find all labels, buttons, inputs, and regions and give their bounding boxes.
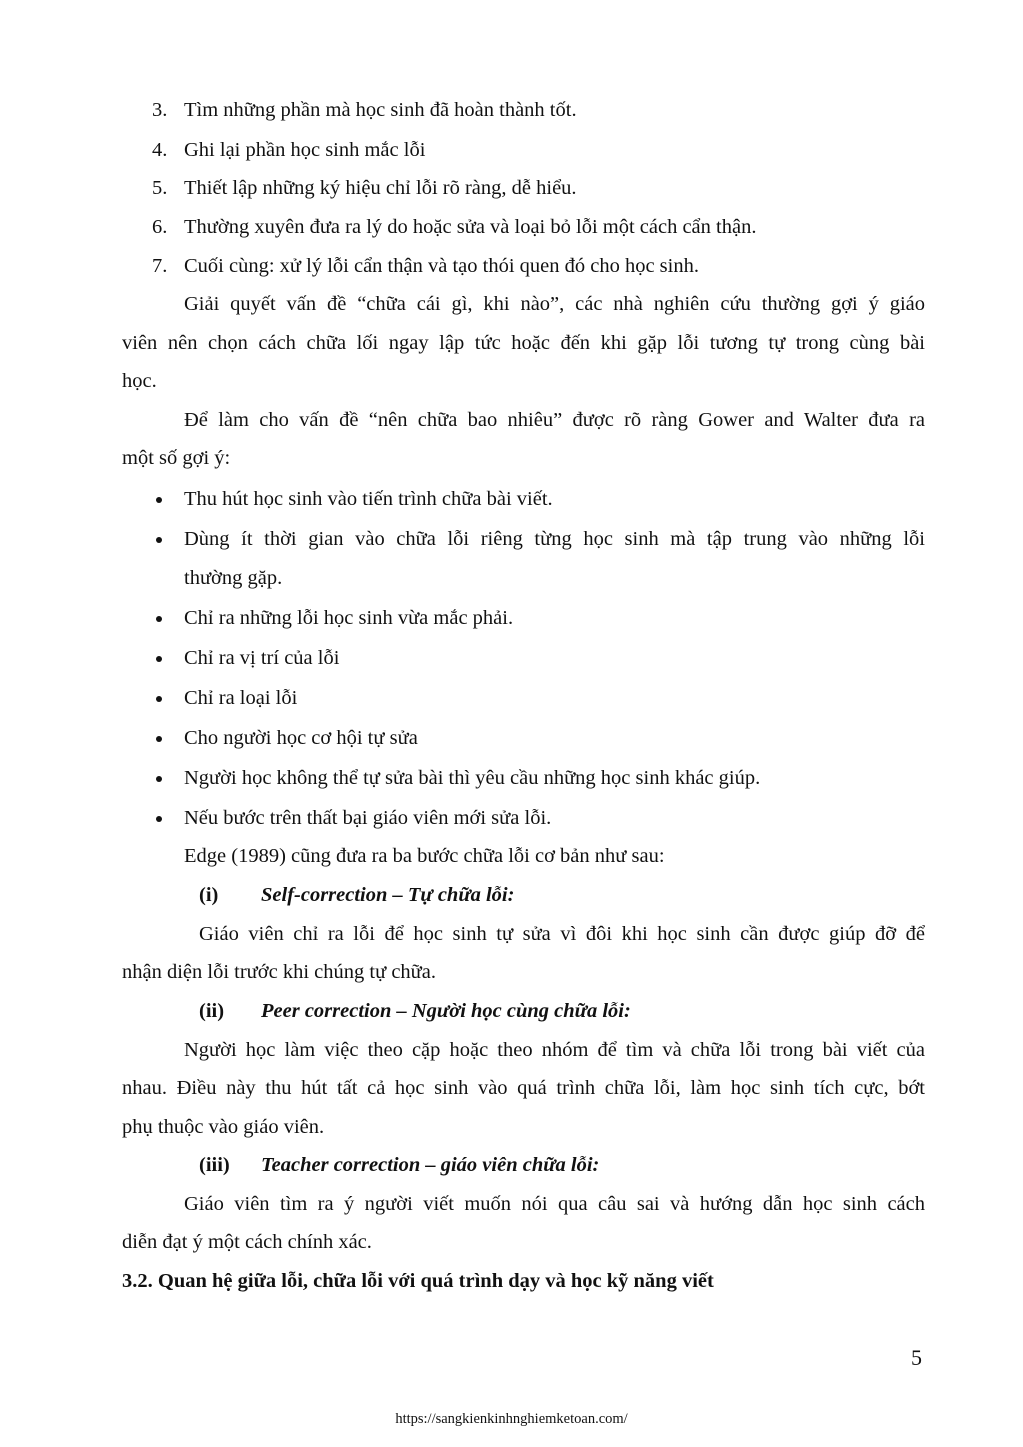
- item-text: Cuối cùng: xử lý lỗi cẩn thận và tạo thói quen đó cho học sinh.: [184, 255, 699, 277]
- item-number: 7.: [152, 255, 168, 277]
- edge-intro: Edge (1989) cũng đưa ra ba bước chữa lỗi cơ bản như sau:: [184, 845, 665, 867]
- bullet-text: Người học không thể tự sửa bài thì yêu cầu những học sinh khác giúp.: [184, 767, 761, 789]
- bullet-text-continued: thường gặp.: [184, 567, 283, 589]
- bullet-text: Chỉ ra vị trí của lỗi: [184, 647, 340, 669]
- bullet-text: Thu hút học sinh vào tiến trình chữa bài viết.: [184, 488, 553, 510]
- bullet-icon: [156, 497, 162, 503]
- item-text: Ghi lại phần học sinh mắc lỗi: [184, 139, 426, 161]
- bullet-text: Chỉ ra loại lỗi: [184, 687, 298, 709]
- step-number: (ii): [199, 1000, 225, 1022]
- paragraph-line: học.: [122, 370, 157, 392]
- bullet-icon: [156, 696, 162, 702]
- paragraph-line: Giải quyết vấn đề “chữa cái gì, khi nào”, các nhà nghiên cứu thường gợi ý giáo: [184, 293, 925, 315]
- step-title: Peer correction – Người học cùng chữa lỗi:: [261, 1000, 631, 1022]
- step-number: (i): [199, 884, 219, 906]
- item-number: 3.: [152, 99, 168, 121]
- footer-url[interactable]: https://sangkienkinhnghiemketoan.com/: [395, 1411, 628, 1427]
- step-title: Self-correction – Tự chữa lỗi:: [261, 884, 515, 906]
- item-number: 4.: [152, 139, 168, 161]
- paragraph-line: diễn đạt ý một cách chính xác.: [122, 1231, 372, 1253]
- item-text: Tìm những phần mà học sinh đã hoàn thành tốt.: [184, 99, 577, 121]
- bullet-text: Chỉ ra những lỗi học sinh vừa mắc phải.: [184, 607, 514, 629]
- bullet-icon: [156, 736, 162, 742]
- item-text: Thường xuyên đưa ra lý do hoặc sửa và loại bỏ lỗi một cách cẩn thận.: [184, 216, 757, 238]
- paragraph-line: Người học làm việc theo cặp hoặc theo nhóm để tìm và chữa lỗi trong bài viết của: [184, 1039, 925, 1061]
- bullet-text: Nếu bước trên thất bại giáo viên mới sửa lỗi.: [184, 807, 552, 829]
- bullet-icon: [156, 616, 162, 622]
- paragraph-line: Giáo viên chỉ ra lỗi để học sinh tự sửa vì đôi khi học sinh cần được giúp đỡ để: [199, 923, 925, 945]
- bullet-text: Cho người học cơ hội tự sửa: [184, 727, 418, 749]
- paragraph-line: nhận diện lỗi trước khi chúng tự chữa.: [122, 961, 437, 983]
- bullet-icon: [156, 816, 162, 822]
- paragraph-line: viên nên chọn cách chữa lối ngay lập tức hoặc đến khi gặp lỗi tương tự trong cùng bài: [122, 332, 925, 354]
- page-number: 5: [911, 1345, 922, 1370]
- section-heading: 3.2. Quan hệ giữa lỗi, chữa lỗi với quá trình dạy và học kỹ năng viết: [122, 1270, 714, 1292]
- bullet-icon: [156, 656, 162, 662]
- item-text: Thiết lập những ký hiệu chỉ lỗi rõ ràng, dễ hiểu.: [184, 177, 577, 199]
- paragraph-line: Giáo viên tìm ra ý người viết muốn nói qua câu sai và hướng dẫn học sinh cách: [184, 1193, 925, 1215]
- bullet-text: Dùng ít thời gian vào chữa lỗi riêng từng học sinh mà tập trung vào những lỗi: [184, 528, 925, 550]
- bullet-icon: [156, 776, 162, 782]
- paragraph-line: phụ thuộc vào giáo viên.: [122, 1116, 325, 1138]
- bullet-icon: [156, 537, 162, 543]
- paragraph-line: nhau. Điều này thu hút tất cả học sinh vào quá trình chữa lỗi, làm học sinh tích cực, bớt: [122, 1077, 925, 1099]
- item-number: 6.: [152, 216, 168, 238]
- paragraph-line: Để làm cho vấn đề “nên chữa bao nhiêu” được rõ ràng Gower and Walter đưa ra: [184, 409, 925, 431]
- paragraph-line: một số gợi ý:: [122, 447, 231, 469]
- step-title: Teacher correction – giáo viên chữa lỗi:: [261, 1154, 600, 1176]
- step-number: (iii): [199, 1154, 230, 1176]
- item-number: 5.: [152, 177, 168, 199]
